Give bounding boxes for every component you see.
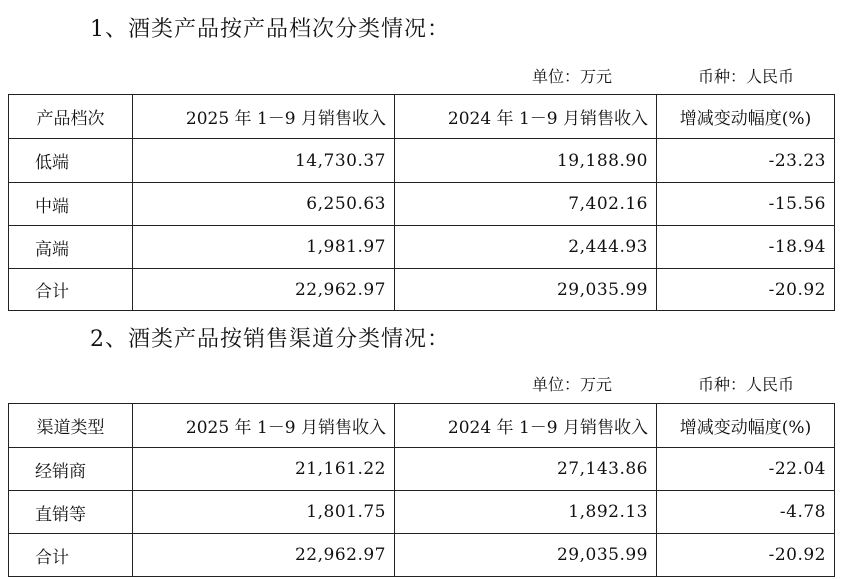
revenue-2025-cell: 21,161.22 xyxy=(133,448,395,491)
table-row xyxy=(9,139,835,183)
revenue-2024-cell: 27,143.86 xyxy=(395,448,657,491)
revenue-2024-cell: 1,892.13 xyxy=(395,491,657,534)
table-row xyxy=(9,226,835,269)
table-row-total xyxy=(9,534,835,577)
table-header-row xyxy=(9,404,835,448)
header-cell: 增减变动幅度(%) xyxy=(657,404,835,448)
revenue-2025-cell: 14,730.37 xyxy=(133,139,395,183)
row-label: 高端 xyxy=(9,226,133,269)
revenue-2025-cell: 22,962.97 xyxy=(133,534,395,577)
revenue-2025-cell: 1,981.97 xyxy=(133,226,395,269)
section2-currency: 币种：人民币 xyxy=(698,375,795,394)
header-cell: 2025 年 1－9 月销售收入 xyxy=(133,95,395,139)
section2-heading: 2、酒类产品按销售渠道分类情况： xyxy=(90,327,450,352)
row-label: 低端 xyxy=(9,139,133,183)
table-header-row xyxy=(9,95,835,139)
header-cell: 2025 年 1－9 月销售收入 xyxy=(133,404,395,448)
row-label: 直销等 xyxy=(9,491,133,534)
row-label: 经销商 xyxy=(9,448,133,491)
revenue-2025-cell: 1,801.75 xyxy=(133,491,395,534)
change-cell: -20.92 xyxy=(657,269,835,311)
row-label: 合计 xyxy=(9,534,133,577)
row-label: 中端 xyxy=(9,183,133,226)
revenue-2024-cell: 19,188.90 xyxy=(395,139,657,183)
header-cell: 产品档次 xyxy=(9,95,133,139)
change-cell: -18.94 xyxy=(657,226,835,269)
section1-table xyxy=(8,94,835,311)
revenue-2024-cell: 7,402.16 xyxy=(395,183,657,226)
change-cell: -4.78 xyxy=(657,491,835,534)
section1-unit: 单位：万元 xyxy=(532,67,613,86)
change-cell: -15.56 xyxy=(657,183,835,226)
header-cell: 2024 年 1－9 月销售收入 xyxy=(395,95,657,139)
revenue-2025-cell: 22,962.97 xyxy=(133,269,395,311)
section1-heading: 1、酒类产品按产品档次分类情况： xyxy=(90,17,450,42)
row-label: 合计 xyxy=(9,269,133,311)
header-cell: 增减变动幅度(%) xyxy=(657,95,835,139)
revenue-2024-cell: 29,035.99 xyxy=(395,269,657,311)
revenue-2025-cell: 6,250.63 xyxy=(133,183,395,226)
change-cell: -23.23 xyxy=(657,139,835,183)
revenue-2024-cell: 2,444.93 xyxy=(395,226,657,269)
change-cell: -20.92 xyxy=(657,534,835,577)
header-cell: 渠道类型 xyxy=(9,404,133,448)
header-cell: 2024 年 1－9 月销售收入 xyxy=(395,404,657,448)
section1-currency: 币种：人民币 xyxy=(698,67,795,86)
section2-unit: 单位：万元 xyxy=(532,375,613,394)
table-row xyxy=(9,448,835,491)
table-row xyxy=(9,183,835,226)
revenue-2024-cell: 29,035.99 xyxy=(395,534,657,577)
table-row-total xyxy=(9,269,835,311)
change-cell: -22.04 xyxy=(657,448,835,491)
section2-table xyxy=(8,403,835,577)
table-row xyxy=(9,491,835,534)
